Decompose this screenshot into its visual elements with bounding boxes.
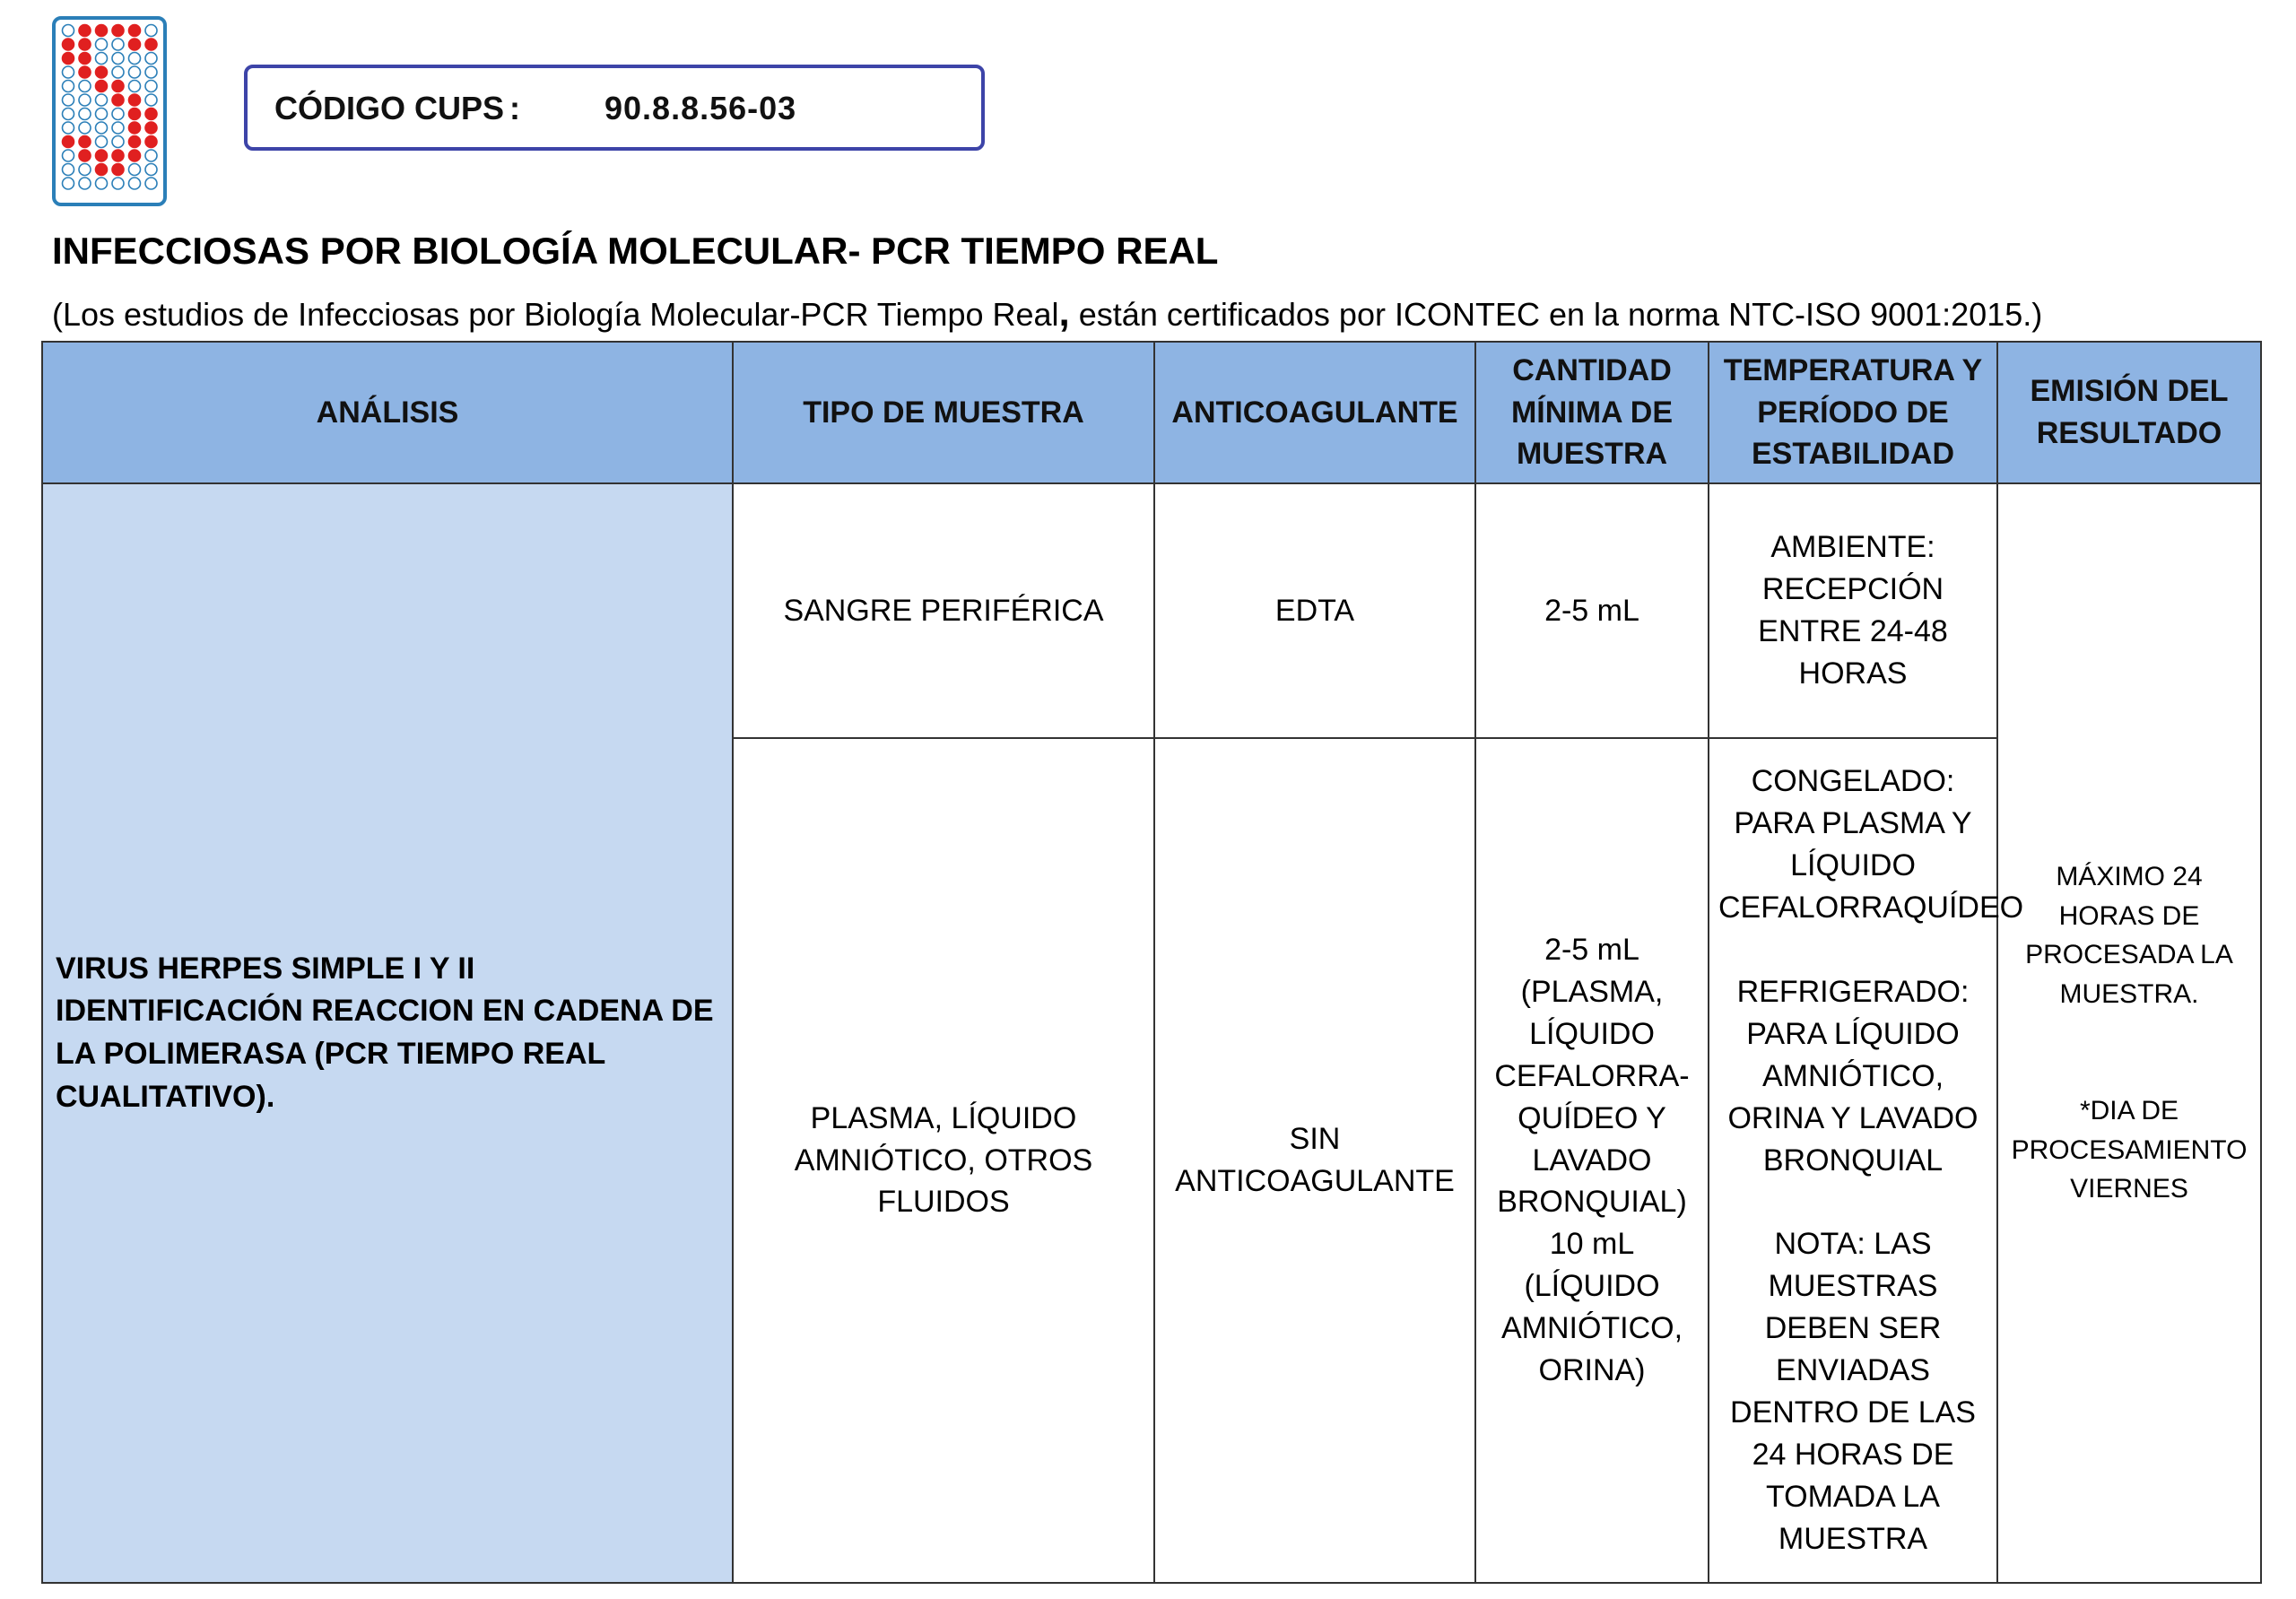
logo-dot-red xyxy=(63,136,74,148)
logo-dot-empty xyxy=(145,94,157,106)
logo-dot-empty xyxy=(79,164,91,176)
logo-dot-empty xyxy=(112,109,124,120)
header-anticoagulante: ANTICOAGULANTE xyxy=(1154,342,1475,483)
cell-cantidad: 2-5 mL xyxy=(1475,483,1709,738)
cell-cantidad: 2-5 mL (PLASMA, LÍQUIDO CEFALORRA-QUÍDEO Y LAVADO BRONQUIAL) 10 mL (LÍQUIDO AMNIÓTICO, ORINA) xyxy=(1475,738,1709,1583)
logo-dot-empty xyxy=(145,178,157,189)
logo-dot-empty xyxy=(112,39,124,50)
logo-dot-red xyxy=(129,136,141,148)
logo-dot-empty xyxy=(63,164,74,176)
logo-dot-red xyxy=(63,39,74,50)
logo-dot-empty xyxy=(96,178,108,189)
logo-dot-empty xyxy=(145,66,157,78)
cell-emision: MÁXIMO 24 HORAS DE PROCESADA LA MUESTRA. *DIA DE PROCESAMIENTO VIERNES xyxy=(1997,483,2261,1583)
logo-dot-empty xyxy=(96,109,108,120)
logo-dot-empty xyxy=(96,136,108,148)
logo-dot-empty xyxy=(145,164,157,176)
logo-dot-red xyxy=(96,150,108,161)
logo-dot-red xyxy=(63,53,74,65)
logo-dot-empty xyxy=(63,94,74,106)
logo-dot-empty xyxy=(79,178,91,189)
logo-dot-empty xyxy=(63,150,74,161)
header-emision: EMISIÓN DEL RESULTADO xyxy=(1997,342,2261,483)
logo-dot-red xyxy=(96,66,108,78)
logo-dot-empty xyxy=(145,81,157,92)
logo-dot-empty xyxy=(96,39,108,50)
logo-dot-empty xyxy=(129,66,141,78)
logo-dot-empty xyxy=(63,178,74,189)
logo-dot-empty xyxy=(63,109,74,120)
header-tipo-muestra: TIPO DE MUESTRA xyxy=(733,342,1154,483)
logo-dot-empty xyxy=(129,164,141,176)
logo-dot-empty xyxy=(63,66,74,78)
cell-tipo-muestra: SANGRE PERIFÉRICA xyxy=(733,483,1154,738)
header-analisis: ANÁLISIS xyxy=(42,342,733,483)
logo-dot-empty xyxy=(79,94,91,106)
cell-temperatura: AMBIENTE: RECEPCIÓN ENTRE 24-48 HORAS xyxy=(1709,483,1997,738)
cell-anticoagulante: SIN ANTICOAGULANTE xyxy=(1154,738,1475,1583)
logo-dot-empty xyxy=(145,53,157,65)
logo-dot-empty xyxy=(112,136,124,148)
header-cantidad: CANTIDAD MÍNIMA DE MUESTRA xyxy=(1475,342,1709,483)
logo-dot-red xyxy=(145,39,157,50)
logo-dot-empty xyxy=(112,66,124,78)
subtitle-part1: (Los estudios de Infecciosas por Biología Molecular-PCR Tiempo Real xyxy=(52,296,1059,333)
logo-dot-empty xyxy=(96,122,108,134)
logo-dot-red xyxy=(96,25,108,37)
logo-dot-red xyxy=(112,94,124,106)
analysis-table xyxy=(41,341,2262,1584)
logo-dot-red xyxy=(145,122,157,134)
logo-dot-red xyxy=(79,66,91,78)
logo-dot-red xyxy=(145,109,157,120)
lab-logo-icon xyxy=(52,16,167,206)
logo-dot-red xyxy=(129,122,141,134)
header-temperatura: TEMPERATURA Y PERÍODO DE ESTABILIDAD xyxy=(1709,342,1997,483)
page-title: INFECCIOSAS POR BIOLOGÍA MOLECULAR- PCR TIEMPO REAL xyxy=(52,230,1219,272)
logo-dot-empty xyxy=(96,53,108,65)
logo-dot-empty xyxy=(112,178,124,189)
logo-dot-empty xyxy=(96,94,108,106)
logo-dot-red xyxy=(112,25,124,37)
cell-tipo-muestra: PLASMA, LÍQUIDO AMNIÓTICO, OTROS FLUIDOS xyxy=(733,738,1154,1583)
logo-dot-red xyxy=(79,25,91,37)
subtitle-comma: , xyxy=(1058,291,1070,335)
cell-anticoagulante: EDTA xyxy=(1154,483,1475,738)
logo-dot-empty xyxy=(63,81,74,92)
logo-dot-red xyxy=(96,81,108,92)
logo-dot-red xyxy=(129,94,141,106)
cups-value: 90.8.8.56-03 xyxy=(604,90,797,126)
logo-dot-empty xyxy=(129,81,141,92)
cell-analisis: VIRUS HERPES SIMPLE I Y II IDENTIFICACIÓN REACCION EN CADENA DE LA POLIMERASA (PCR TIEMPO REAL CUALITATIVO). xyxy=(42,483,733,1583)
logo-dot-empty xyxy=(79,81,91,92)
cups-code-box xyxy=(244,65,985,151)
logo-dot-red xyxy=(129,150,141,161)
logo-dot-empty xyxy=(63,122,74,134)
table-header-row xyxy=(42,342,2261,483)
logo-dot-red xyxy=(145,136,157,148)
subtitle-part2: están certificados por ICONTEC en la norma NTC-ISO 9001:2015.) xyxy=(1069,296,2043,333)
logo-dot-red xyxy=(129,39,141,50)
logo-dot-red xyxy=(112,164,124,176)
logo-dot-empty xyxy=(112,53,124,65)
cups-label: CÓDIGO CUPS xyxy=(274,90,505,126)
logo-dot-red xyxy=(112,81,124,92)
cups-colon: : xyxy=(509,90,520,126)
logo-dot-red xyxy=(79,136,91,148)
logo-dot-red xyxy=(96,164,108,176)
cell-temperatura: CONGELADO: PARA PLASMA Y LÍQUIDO CEFALORRAQUÍDEO REFRIGERADO: PARA LÍQUIDO AMNIÓTICO, ORINA Y LAVADO BRONQUIAL NOTA: LAS MUESTRAS DEBEN SER ENVIADAS DENTRO DE LAS 24 HORAS DE TOMADA LA MUESTRA xyxy=(1709,738,1997,1583)
logo-dot-empty xyxy=(112,122,124,134)
logo-dot-empty xyxy=(145,150,157,161)
logo-dot-red xyxy=(79,53,91,65)
logo-dot-empty xyxy=(79,122,91,134)
table-row xyxy=(42,483,2261,738)
logo-dot-empty xyxy=(63,25,74,37)
logo-dot-red xyxy=(79,39,91,50)
logo-dot-red xyxy=(112,150,124,161)
page-subtitle xyxy=(52,291,2042,335)
logo-dot-empty xyxy=(129,53,141,65)
logo-dot-empty xyxy=(145,25,157,37)
logo-dot-red xyxy=(79,150,91,161)
logo-dot-empty xyxy=(129,178,141,189)
logo-dot-red xyxy=(129,25,141,37)
logo-dot-red xyxy=(129,109,141,120)
logo-dot-empty xyxy=(79,109,91,120)
